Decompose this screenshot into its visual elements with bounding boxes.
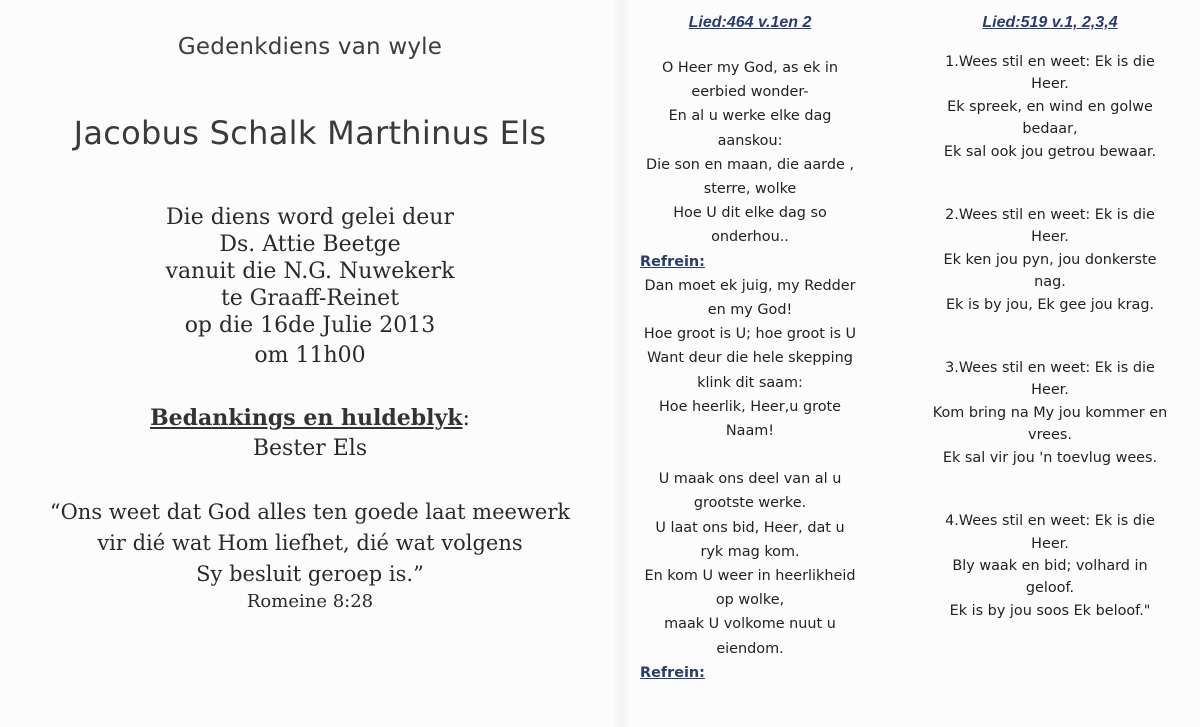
- verse-line: Heer.: [1031, 535, 1069, 552]
- thanks-section: [0, 403, 620, 464]
- refrein-line: Want deur die hele skepping: [647, 350, 853, 367]
- verse-1: [920, 51, 1180, 163]
- verse-line: Ek is by jou soos Ek beloof.": [949, 602, 1151, 619]
- service-line: te Graaff-Reinet: [220, 286, 400, 311]
- service-heading: Gedenkdiens van wyle: [177, 34, 443, 60]
- hymn-519: [920, 14, 1180, 663]
- lyric-line: sterre, wolke: [703, 181, 797, 198]
- thanks-name: Bester Els: [252, 436, 368, 461]
- service-line: Ds. Attie Beetge: [219, 232, 401, 257]
- verse-2: [920, 204, 1180, 316]
- verse-line: Kom bring na My jou kommer en: [932, 404, 1168, 421]
- service-line: op die 16de Julie 2013: [184, 313, 436, 338]
- lyric-line: eerbied wonder-: [691, 84, 809, 101]
- quote-line: Sy besluit geroep is.”: [196, 562, 424, 586]
- quote-line: “Ons weet dat God alles ten goede laat meewerk: [49, 500, 571, 524]
- lyric-line: maak U volkome nuut u: [664, 616, 836, 633]
- service-line: Die diens word gelei deur: [166, 205, 454, 230]
- quote-line: vir dié wat Hom liefhet, dié wat volgens: [97, 531, 523, 555]
- thanks-colon: :: [462, 406, 470, 431]
- lyric-line: U maak ons deel van al u: [658, 471, 842, 488]
- lyric-line: ryk mag kom.: [700, 543, 800, 560]
- verse-line: nag.: [1034, 274, 1066, 291]
- service-time: om 11h00: [254, 343, 366, 368]
- service-line: vanuit die N.G. Nuwekerk: [165, 259, 455, 284]
- hymn-title: Lied:519 v.1, 2,3,4: [982, 14, 1118, 31]
- verse-line: Ek ken jou pyn, jou donkerste: [943, 251, 1157, 268]
- quote-reference: Romeine 8:28: [246, 591, 374, 612]
- lyric-line: grootste werke.: [693, 495, 807, 512]
- stanza-gap: [630, 443, 870, 467]
- deceased-name: Jacobus Schalk Marthinus Els: [73, 114, 547, 152]
- verse-line: Bly waak en bid; volhard in: [952, 557, 1148, 574]
- hymn-lyrics: [630, 56, 870, 685]
- verse-line: Ek sal vir jou 'n toevlug wees.: [942, 449, 1158, 466]
- verse-line: 4.Wees stil en weet: Ek is die: [945, 513, 1155, 530]
- lyric-line: Hoe U dit elke dag so: [673, 205, 827, 222]
- verse-line: Heer.: [1031, 76, 1069, 93]
- thanks-heading: Bedankings en huldeblyk: [150, 405, 463, 431]
- lyric-line: En kom U weer in heerlikheid: [644, 568, 856, 585]
- hymn-464: [630, 14, 870, 685]
- verse-line: Heer.: [1031, 229, 1069, 246]
- verse-line: vrees.: [1028, 427, 1072, 444]
- verse-4: [920, 510, 1180, 622]
- scripture-quote: [0, 497, 620, 614]
- lyric-line: En al u werke elke dag: [668, 108, 832, 125]
- verse-line: 1.Wees stil en weet: Ek is die: [945, 54, 1155, 70]
- thanks-heading-row: [0, 403, 620, 434]
- refrein-line: Naam!: [725, 423, 775, 440]
- lyric-line: Die son en maan, die aarde ,: [646, 156, 854, 173]
- refrein-line: Dan moet ek juig, my Redder: [644, 277, 856, 294]
- lyric-line: aanskou:: [717, 132, 783, 149]
- verse-line: 2.Wees stil en weet: Ek is die: [945, 207, 1155, 224]
- service-details: [0, 204, 620, 369]
- verse-line: 3.Wees stil en weet: Ek is die: [945, 360, 1155, 377]
- lyric-line: U laat ons bid, Heer, dat u: [655, 519, 845, 536]
- verse-3: [920, 357, 1180, 469]
- hymn-title: Lied:464 v.1en 2: [688, 14, 812, 31]
- lyric-line: O Heer my God, as ek in: [661, 60, 839, 76]
- refrein-line: en my God!: [707, 302, 793, 319]
- lyric-line: op wolke,: [715, 592, 785, 609]
- refrein-label: Refrein:: [640, 664, 705, 681]
- verse-line: geloof.: [1025, 580, 1075, 597]
- verse-line: Ek is by jou, Ek gee jou krag.: [945, 296, 1155, 313]
- hymn-lyrics: [920, 51, 1180, 622]
- refrein-label: Refrein:: [640, 253, 705, 270]
- refrein-line: Hoe heerlik, Heer,u grote: [658, 398, 842, 415]
- lyric-line: onderhou..: [711, 229, 789, 246]
- lyric-line: eiendom.: [716, 640, 784, 657]
- refrein-line: klink dit saam:: [697, 374, 803, 391]
- refrein-line: Hoe groot is U; hoe groot is U: [643, 326, 857, 343]
- verse-line: Ek spreek, en wind en golwe: [947, 98, 1153, 115]
- verse-line: Ek sal ook jou getrou bewaar.: [943, 143, 1157, 160]
- verse-line: Heer.: [1031, 382, 1069, 399]
- verse-line: bedaar,: [1022, 121, 1078, 138]
